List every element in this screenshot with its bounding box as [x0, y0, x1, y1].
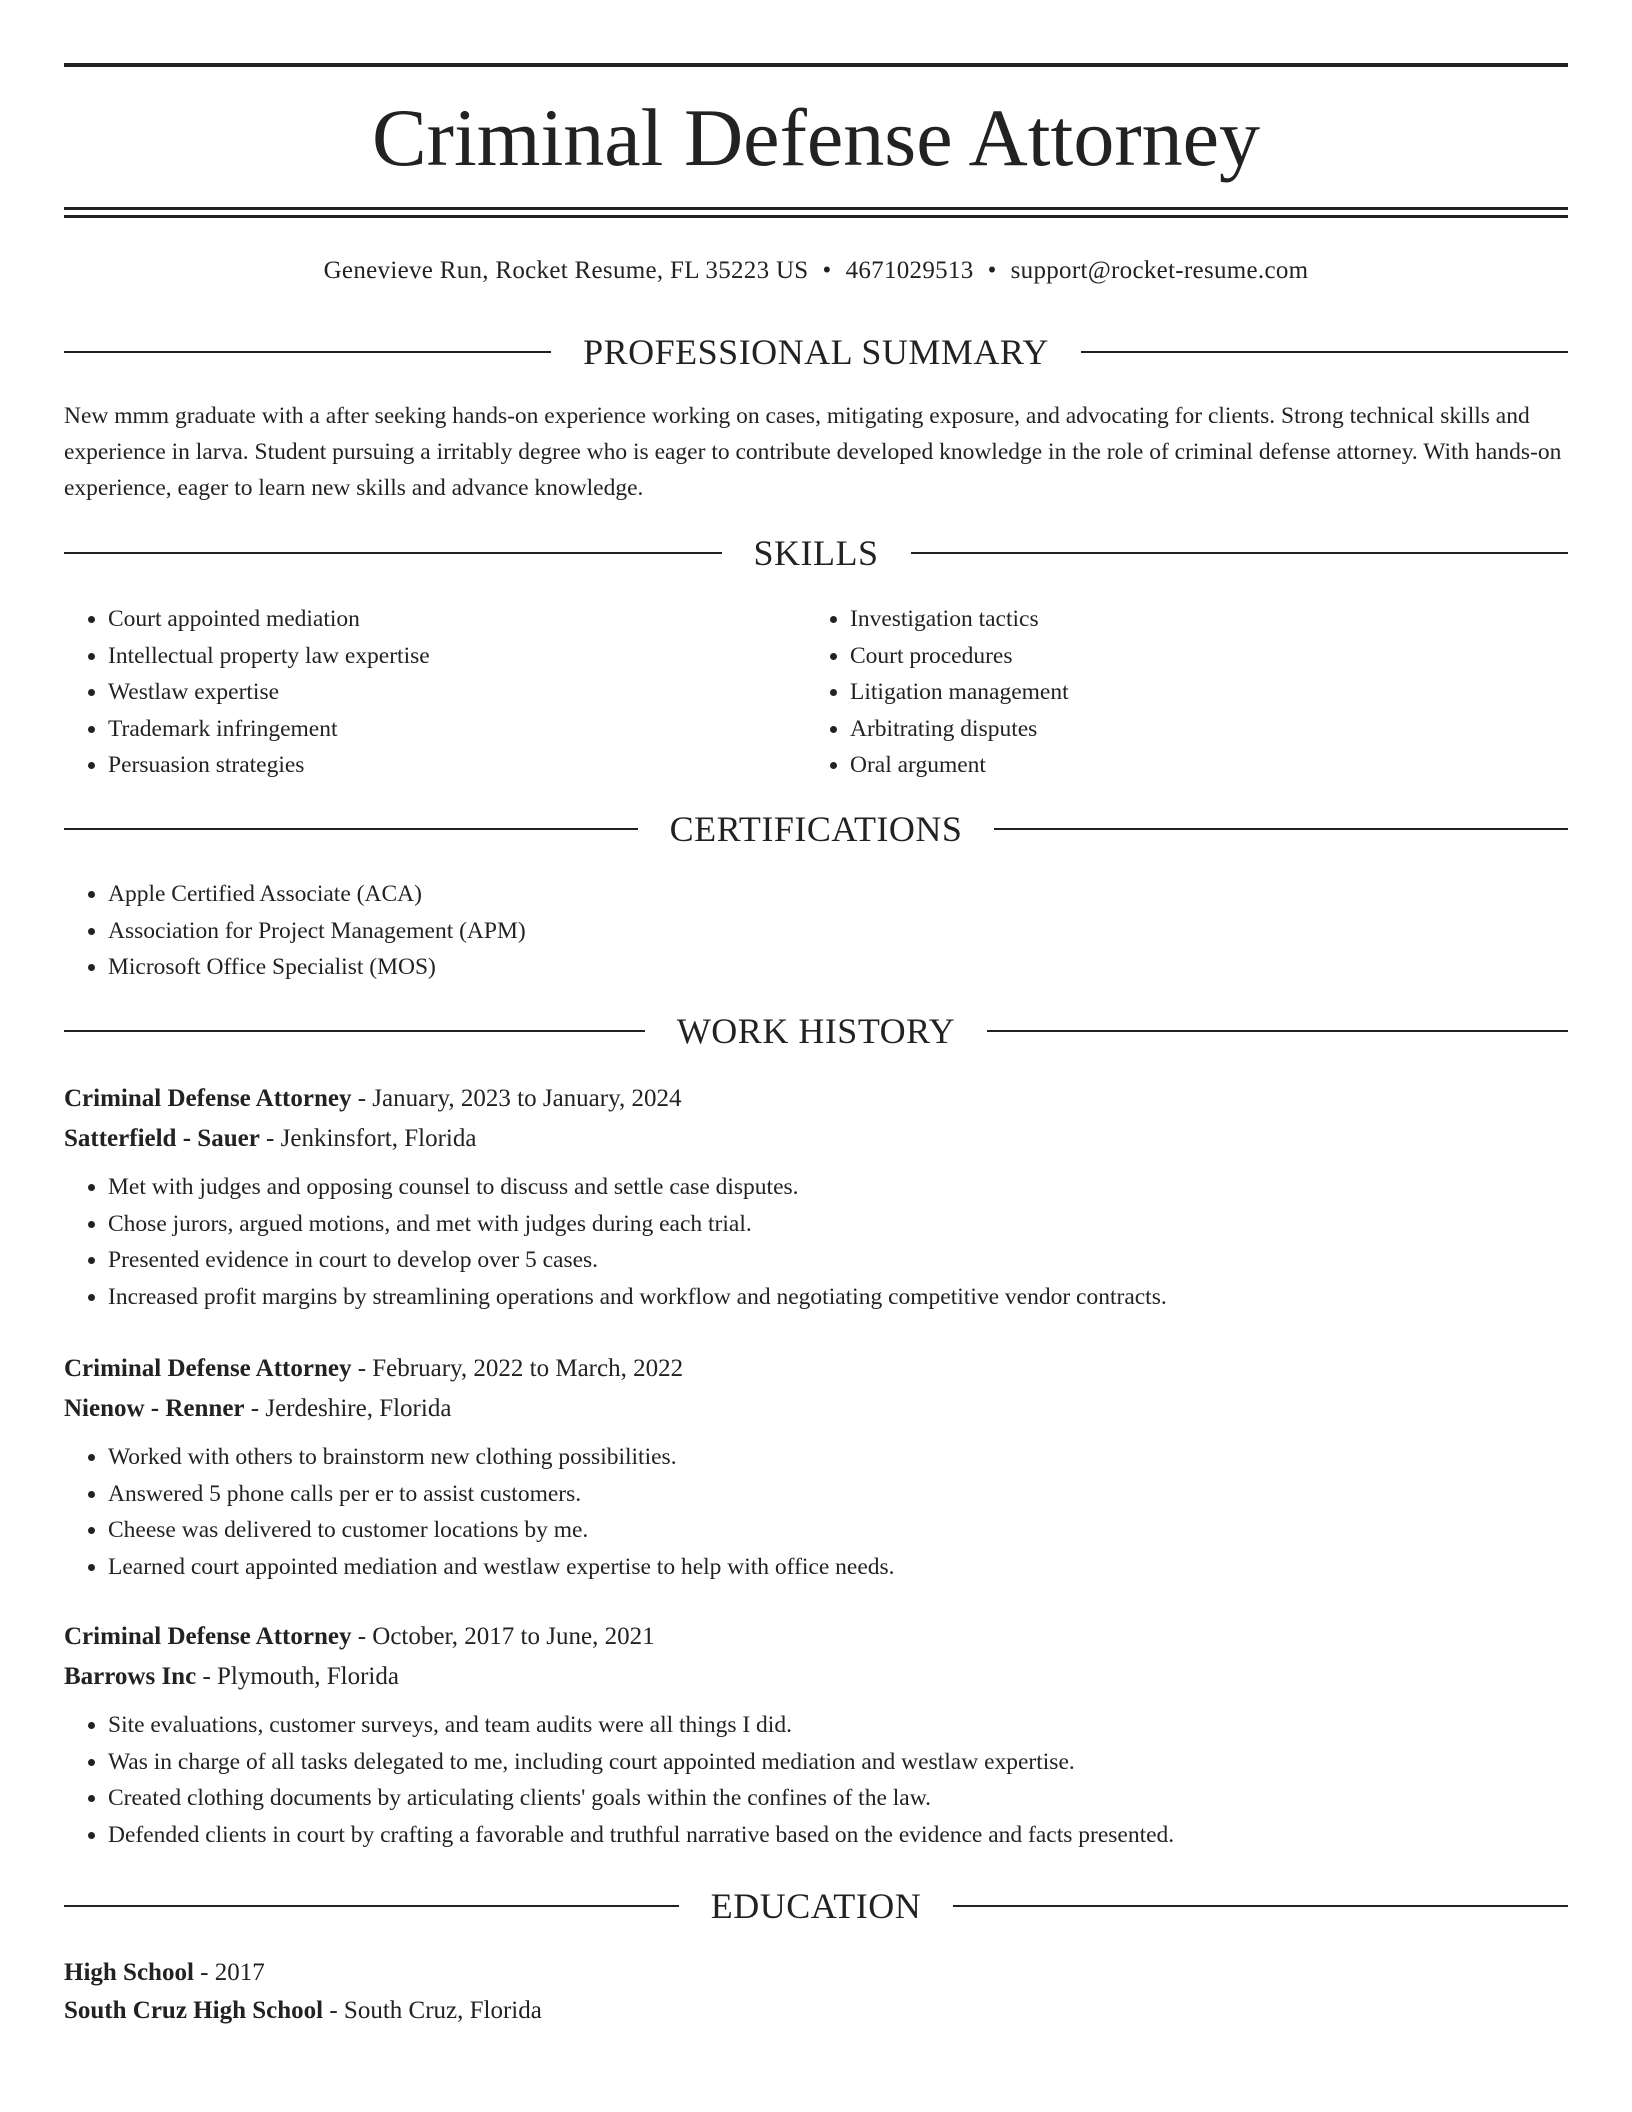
- job-bullet: • Created clothing documents by articulating clients' goals within the confines of the law.: [108, 1780, 1568, 1817]
- section-label: PROFESSIONAL SUMMARY: [583, 332, 1049, 372]
- job-bullet: • Chose jurors, argued motions, and met with judges during each trial.: [108, 1206, 1568, 1243]
- section-label: SKILLS: [753, 533, 879, 573]
- section-rule: [64, 552, 722, 554]
- education-school-line: [64, 1992, 1568, 2030]
- job-bullet: • Presented evidence in court to develop over 5 cases.: [108, 1242, 1568, 1279]
- section-rule: [953, 1905, 1568, 1907]
- certifications-list: [64, 876, 526, 986]
- skill-item: • Persuasion strategies: [108, 747, 788, 784]
- job-location: - Plymouth, Florida: [196, 1663, 399, 1690]
- summary-text: New mmm graduate with a after seeking hands-on experience working on cases, mitigating exposure, and advocating for clients. Strong technical skills and experience in larva. Student pursuing a irritably degree who is eager to contribute developed knowledge in the role of criminal defense attorney. With hands-on experience, eager to learn new skills and advance knowledge.: [64, 403, 1562, 501]
- job-company: Satterfield - Sauer: [64, 1125, 260, 1152]
- contact-address: Genevieve Run, Rocket Resume, FL 35223 US: [323, 257, 809, 284]
- job-company-line: [64, 1657, 1568, 1697]
- job-bullets: [64, 1439, 1568, 1585]
- section-rule: [987, 1030, 1568, 1032]
- job-dates: - October, 2017 to June, 2021: [351, 1623, 655, 1650]
- header-double-rule-lower: [64, 215, 1568, 218]
- section-rule: [994, 828, 1568, 830]
- education-degree-line: [64, 1954, 1568, 1992]
- work-entry: [64, 1349, 1568, 1585]
- job-company: Nienow - Renner: [64, 1395, 245, 1422]
- contact-phone: 4671029513: [845, 257, 974, 284]
- job-title-line: [64, 1617, 1568, 1657]
- job-bullet: • Site evaluations, customer surveys, and team audits were all things I did.: [108, 1707, 1568, 1744]
- contact-email: support@rocket-resume.com: [1010, 257, 1309, 284]
- job-bullet: • Answered 5 phone calls per er to assist customers.: [108, 1476, 1568, 1513]
- job-bullet: • Cheese was delivered to customer locations by me.: [108, 1512, 1568, 1549]
- section-heading-summary: [64, 332, 1568, 372]
- job-title-line: [64, 1349, 1568, 1389]
- education-degree: High School: [64, 1959, 194, 1986]
- header-top-rule: [64, 63, 1568, 67]
- section-rule: [1081, 351, 1568, 353]
- job-location: - Jenkinsfort, Florida: [259, 1125, 477, 1152]
- certification-item: • Association for Project Management (APM): [108, 913, 526, 950]
- skill-item: • Arbitrating disputes: [850, 711, 1530, 748]
- job-bullet: • Worked with others to brainstorm new clothing possibilities.: [108, 1439, 1568, 1476]
- job-dates: - February, 2022 to March, 2022: [351, 1355, 684, 1382]
- contact-separator: •: [822, 257, 832, 284]
- skill-item: • Court appointed mediation: [108, 601, 788, 638]
- skills-list-left: [64, 601, 788, 784]
- skill-item: • Westlaw expertise: [108, 674, 788, 711]
- job-company-line: [64, 1119, 1568, 1159]
- job-company-line: [64, 1389, 1568, 1429]
- job-bullet: • Was in charge of all tasks delegated to me, including court appointed mediation and westlaw expertise.: [108, 1744, 1568, 1781]
- job-title: Criminal Defense Attorney: [64, 1623, 352, 1650]
- section-rule: [64, 1030, 645, 1032]
- skill-item: • Oral argument: [850, 747, 1530, 784]
- section-label: EDUCATION: [710, 1886, 922, 1926]
- section-rule: [64, 351, 551, 353]
- work-entry: [64, 1079, 1568, 1315]
- section-heading-work-history: [64, 1011, 1568, 1051]
- resume-title: Criminal Defense Attorney: [371, 92, 1261, 183]
- job-bullet: • Increased profit margins by streamlining operations and workflow and negotiating competitive vendor contracts.: [108, 1279, 1568, 1316]
- job-bullet: • Met with judges and opposing counsel to discuss and settle case disputes.: [108, 1169, 1568, 1206]
- header-double-rule-upper: [64, 207, 1568, 210]
- job-title: Criminal Defense Attorney: [64, 1355, 352, 1382]
- education-year: - 2017: [193, 1959, 265, 1986]
- section-rule: [911, 552, 1569, 554]
- skills-list-right: [806, 601, 1530, 784]
- job-title: Criminal Defense Attorney: [64, 1085, 352, 1112]
- section-heading-certifications: [64, 809, 1568, 849]
- skill-item: • Trademark infringement: [108, 711, 788, 748]
- section-label: WORK HISTORY: [676, 1011, 956, 1051]
- education-school: South Cruz High School: [64, 1997, 324, 2024]
- skill-item: • Investigation tactics: [850, 601, 1530, 638]
- job-company: Barrows Inc: [64, 1663, 197, 1690]
- skill-item: • Court procedures: [850, 638, 1530, 675]
- skill-item: • Litigation management: [850, 674, 1530, 711]
- section-rule: [64, 828, 638, 830]
- job-title-line: [64, 1079, 1568, 1119]
- job-bullet: • Learned court appointed mediation and westlaw expertise to help with office needs.: [108, 1549, 1568, 1586]
- contact-line: [64, 254, 1568, 288]
- job-bullets: [64, 1707, 1568, 1853]
- contact-separator: •: [987, 257, 997, 284]
- certification-item: • Microsoft Office Specialist (MOS): [108, 949, 526, 986]
- job-bullet: • Defended clients in court by crafting a favorable and truthful narrative based on the evidence and facts presented.: [108, 1817, 1568, 1854]
- education-location: - South Cruz, Florida: [323, 1997, 542, 2024]
- section-rule: [64, 1905, 679, 1907]
- section-heading-education: [64, 1886, 1568, 1926]
- section-label: CERTIFICATIONS: [669, 809, 963, 849]
- job-dates: - January, 2023 to January, 2024: [351, 1085, 682, 1112]
- section-heading-skills: [64, 533, 1568, 573]
- education-entry: [64, 1954, 1568, 2030]
- job-bullets: [64, 1169, 1568, 1315]
- skill-item: • Intellectual property law expertise: [108, 638, 788, 675]
- work-entry: [64, 1617, 1568, 1853]
- job-location: - Jerdeshire, Florida: [244, 1395, 452, 1422]
- certification-item: • Apple Certified Associate (ACA): [108, 876, 526, 913]
